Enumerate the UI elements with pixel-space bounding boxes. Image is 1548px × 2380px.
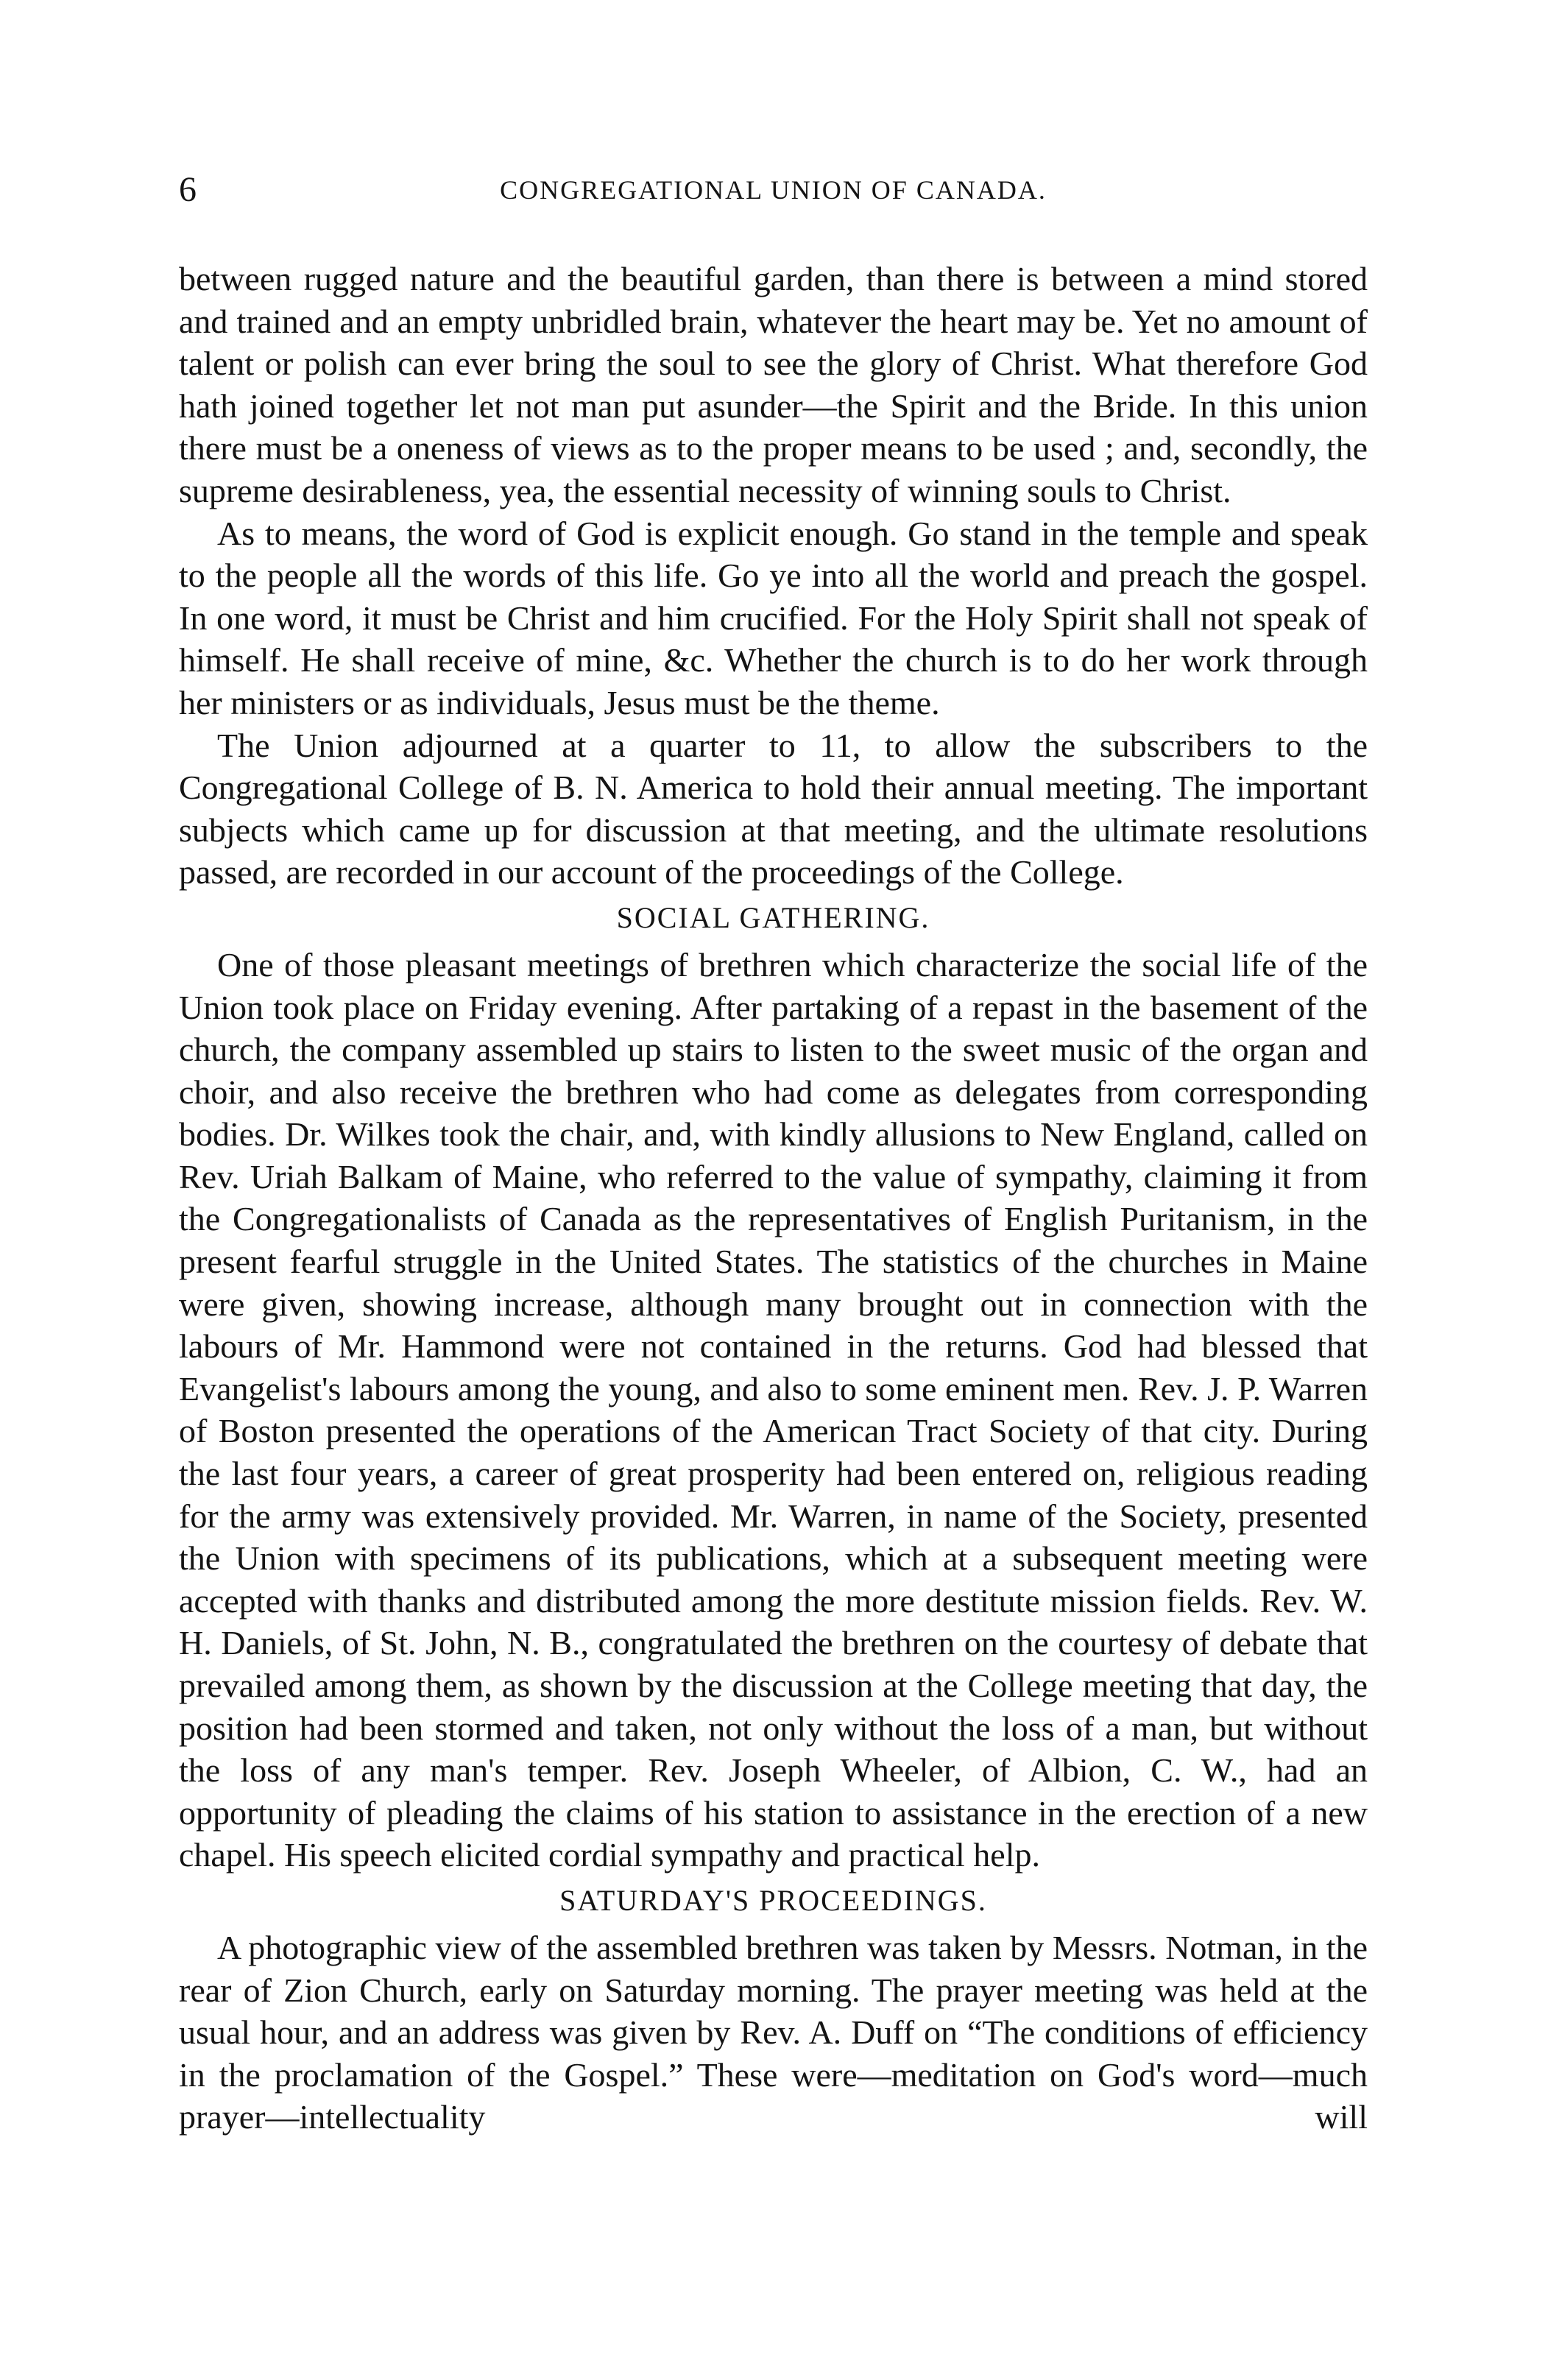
section-heading-saturday: SATURDAY'S PROCEEDINGS. (559, 1883, 987, 1917)
body-text (179, 258, 1368, 2139)
paragraph-saturday: A photographic view of the assembled brethren was taken by Messrs. Notman, in the rear of Zion Church, early on Saturday morning. The prayer meeting was held at the usual hour, and an address was given by Rev. A. Duff on “The conditions of efficiency in the proclamation of the Gospel.” These were—meditation on God's word—much prayer—intellectuality will (179, 1928, 1368, 2136)
section-heading-social-gathering: SOCIAL GATHERING. (616, 900, 930, 934)
page-header (179, 168, 1368, 212)
paragraph-continuation: between rugged nature and the beautiful garden, than there is between a mind stored and trained and an empty unbridled brain, whatever the heart may be. Yet no amount of talent or polish can ever bring the soul to see the glory of Christ. What therefore God hath joined together let not man put asunder—the Spirit and the Bride. In this union there must be a oneness of views as to the proper means to be used ; and, secondly, the supreme desirableness, yea, the essential necessity of winning souls to Christ. (179, 260, 1368, 509)
running-title: CONGREGATIONAL UNION OF CANADA. (500, 175, 1047, 205)
paragraph-social-gathering: One of those pleasant meetings of brethren which characterize the social life of the Union took place on Friday evening. After partaking of a repast in the basement of the church, the company assembled up stairs to listen to the sweet music of the organ and choir, and also receive the brethren who had come as delegates from corresponding bodies. Dr. Wilkes took the chair, and, with kindly allusions to New England, called on Rev. Uriah Balkam of Maine, who referred to the value of sympathy, claiming it from the Congregationalists of Canada as the representatives of English Puritanism, in the present fearful struggle in the United States. The statistics of the churches in Maine were given, showing increase, although many brought out in connection with the labours of Mr. Hammond were not contained in the returns. God had blessed that Evangelist's labours among the young, and also to some eminent men. Rev. J. P. Warren of Boston presented the operations of the American Tract Society of that city. During the last four years, a career of great prosperity had been entered on, religious reading for the army was extensively provided. Mr. Warren, in name of the Society, presented the Union with specimens of its publications, which at a subsequent meeting were accepted with thanks and distributed among the more destitute mission fields. Rev. W. H. Daniels, of St. John, N. B., congratulated the brethren on the courtesy of debate that prevailed among them, as shown by the discussion at the College meeting that day, the position had been stormed and taken, not only without the loss of a man, but without the loss of any man's temper. Rev. Joseph Wheeler, of Albion, C. W., had an opportunity of pleading the claims of his station to assistance in the erection of a new chapel. His speech elicited cordial sympathy and practical help. (179, 945, 1368, 1874)
page-number: 6 (179, 170, 197, 209)
paragraph-means: As to means, the word of God is explicit enough. Go stand in the temple and speak to the people all the words of this life. Go ye into all the world and preach the gospel. In one word, it must be Christ and him crucified. For the Holy Spirit shall not speak of himself. He shall receive of mine, &c. Whether the church is to do her work through her ministers or as individuals, Jesus must be the theme. (179, 514, 1368, 721)
paragraph-adjournment: The Union adjourned at a quarter to 11, to allow the subscribers to the Congregational College of B. N. America to hold their annual meeting. The important subjects which came up for discussion at that meeting, and the ultimate resolutions passed, are recorded in our account of the proceedings of the College. (179, 726, 1368, 891)
